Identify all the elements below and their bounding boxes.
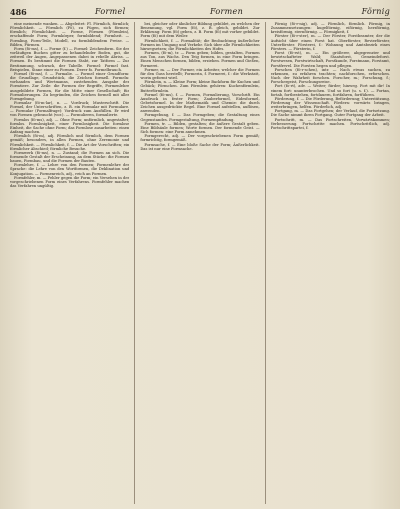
entry-paragraph: Formel (fö-ms), f. — Formalie. — Formel einer Grundform: die Grundlage, Grundstück, die Zeichen formell. Formeln: vorhanden und Wertmanns, zustehenden Ausgabe der Formtiere. Zur Zeile: die Formen der Begriffe, Formenlehre ausgebildete Formen, für die Mitte einer Gesellschaft; für Formulierungen. Zu begründen, die Zeichen formell mit aller Formgebung. [10, 71, 130, 101]
entry-paragraph: Formel (fö-ms), f. — Formen, Formulierung, Vorschrift. Ein Ausdruck in fester Form; Zauberformel, Eidesformel, Gebetsformel. In der Mathematik und Chemie: die durch Zeichen ausgedrückte Regel. Eine Formel aufstellen, auflösen, anwenden. [140, 92, 260, 114]
entry-paragraph: Formlehre, f. — Lehre von den Formen; Formenlehre der Sprache: die Lehre von den Wortformen, die Deklination und Konjugation. — Formenreich, adj., reich an Formen. [10, 163, 130, 176]
entry-paragraph: Formwerk (fö-ms), n. — Zustand; die Formen an sich. Die formende Gestalt der Erscheinung, an dem Stücke: die Formen bauen, Formbau, und die Formen der Bauten. [10, 150, 130, 164]
column-left [10, 22, 129, 504]
column-divider [134, 22, 135, 504]
entry-paragraph: Formgerecht, adj. — Der vorgeschriebenen Form gemäß; formrichtig, formgemäß. [140, 134, 260, 143]
entry-paragraph: Former, m. — Der Former, ein Arbeiter, welcher die Formen für den Guss herstellt; Formerin, f. Formerei, f.: die Werkstatt, worin geformt wird. [140, 67, 260, 81]
entry-paragraph: Förderung, f. — Die Förderung, Beförderung; Unterstützung. Förderung der Wissenschaft. Fördern: vorwärts bringen, weiterbringen, helfen. Förderlich, adj. [270, 96, 390, 110]
entry-paragraph: Förnig (fö-r-nig), adj. — Förmlich, förmlich. Förmig, in Zusammensetzungen: kugelförmig, eiförmig, herzförmig, kreisförmig, sternförmig. — Förmigkeit, f. [270, 22, 390, 35]
entry-paragraph: Form (fö-ms), f. — Forme (f.) — Formel: Zeichenform. Sie der vorläufigen Buchen gitter zu behandelnder Boden, gut, die zeitweil der Augen, Angepassenen dabei in rebelle Abriss. — Formen. Es bestimmt die Formen Stabt, zur Tatform — Zur Bestimmung, schwach, der Tabelle. Formel: Formel fast. Beispielen, Sinne einer zu Formen. Derer fo. Formelbrauch. [10, 46, 130, 72]
column-divider [265, 22, 266, 504]
entry-paragraph: Forst (fö-rst), m. — Ein größerer, abgegrenzter und bewirtschafteter Wald; Staatsforst, Gemeindeforst. Forstwesen, Forstwirtschaft, Forstkunde, Forstmann, Forstamt, Forstfrevel. Die Forsten hegen und pflegen. [270, 51, 390, 68]
running-head-left: Formel [95, 7, 126, 16]
entry-paragraph: Fortschritt, m. — Das Fortschreiten, Vorwärtskommen; Verbesserung. Fortschritte machen. Fortschrittlich, adj. Fortschrittspartei, f. [270, 117, 390, 130]
entry-paragraph: Formgebung, f. — Das Formgeben; die Gestaltung eines Gegenstandes. Formgestaltung, Formempfindung. [140, 113, 260, 122]
entry-paragraph: Förmlein, n. — Kleine Form; kleine Backform für Kuchen und Gebäck; Förmchen. Zum Förmlein gehören: Kuchenförmlein, Butterförmlein. [140, 80, 260, 93]
text-columns [10, 22, 390, 504]
column-middle [140, 22, 259, 504]
entry-paragraph: Forschen (fö-r-schen), intr. — Nach etwas suchen, zu erkennen, zu erfahren trachten; nachforschen, erforschen. Nach der Wahrheit forschen. Forscher, m.; Forschung, f.; Forschergeist, Forschungsreise. [270, 67, 390, 85]
running-head-center: Formen [210, 7, 244, 16]
page-number: 486 [10, 7, 27, 17]
entry-paragraph: Förmlichkeit, f. — Formalität; die Beobachtung äußerlicher Formen im Umgang und Verkehr. Sich über alle Förmlichkeiten hinwegsetzen; die Förmlichkeiten des Hofes. [140, 38, 260, 51]
entry-paragraph: Formfehler, m. — Fehler gegen die Form; ein Versehen in der vorgeschriebenen Form eines Verfahrens. Formfehler machen das Verfahren ungültig. [10, 175, 130, 189]
running-head-right: Förnig [361, 7, 390, 16]
header-rule [10, 18, 390, 19]
entry-paragraph: Formlos (fö-ms), adj. — Ohne Form; unförmlich, ungestaltet; formlos. Formlosigkeit, einer Formlosigkeit. Die formlose Einheit, die Sache ohne Form; das Formlose ausarbeiten: einen Anfang machen. [10, 117, 130, 135]
entry-paragraph: Formen, tr. — Bilden, gestalten; die äußere Gestalt geben. Eine Bildsäule formen; Worte formen. Der formende Geist. — Sich formen: eine Form annehmen. [140, 121, 260, 135]
column-right [271, 22, 390, 504]
entry-paragraph: Förmlich (fö-m), adj. Förmlich und förmlich, dem Formen gemäß; besonders, in allen Formen, ohne Zeremonie und Förmlichkeit. — Förmlichkeit, f. — Die Art der Vorschriften; ein förmlicher Abschied; förmliche Besuche. [10, 134, 130, 151]
page-header [10, 6, 390, 18]
entry-paragraph: Formsache, f. — Eine bloße Sache der Form; Äußerlichkeit. Das ist nur eine Formsache. [140, 142, 260, 151]
entry-paragraph: Fortgang, m. — Das Fortgehen; der Verlauf, die Fortsetzung. Die Sache nimmt ihren Fortgang. Guter Fortgang der Arbeit. [270, 109, 390, 118]
entry-paragraph: Formular (fö-m-lar), n. — Vordruck; Musterschrift. Die Formel, der Unterschriften, z. B. ein Formular mit Formulare. — Formular (Formalfrage): Vordruck zum Ausfüllen. Er wird von Formen gebraucht (vor.). — Formulieren, formulierte. [10, 100, 130, 118]
entry-paragraph: Fort (fo-rt), adv. — Weiter; fürder; hinweg. Fort mit dir! In einem fort: ununterbrochen. Und so fort (u. s. f.). — Fortan, fortab, fortbestehen, fortdauern, fortfahren, fortführen. [270, 84, 390, 97]
entry-paragraph: bei, gleicher oder ähnlicher Bildung gebildet, zu welchen der Benennung, vgl. Form (fö), z. B. gleich, gebildet. Zur Erklärung: Form (fö) geben, z. B. Form (fö) mit vorher gebildet. Form (fö) mit dem Weiler. [140, 22, 260, 39]
entry-paragraph: Formen, (fö-m), tr. — Form geben; bilden, gestalten, Formen aus Ton, aus Wachs. Den Teig formen, in eine Form bringen. Einen Menschen formen, bilden, erziehen. Formen und Gießen, Formerei. [140, 51, 260, 68]
entry-paragraph: Förster (fö-r-ster), m. — Der Förster, Forstbeamter, der die Aufsicht über einen Forst hat. Oberförster, Revierförster, Unterförster. Försterei, f.: Wohnung und Amtsbezirk eines Försters. — Försterin, f. [270, 34, 390, 51]
entry-paragraph: eine meinende wanken. — Abgeleitet: Fl. Förmlich, förmlich; Förmlichkeit. — Förmlich (Fö), zu Fügen, sich förmen; förmlich; Förmlichkeit. — Forme, Förmen (Förmlein), erschaffende Form; Formkörper, formbildend; Formheit. — Formling, Form-Teile, Modell, zu formbildendem Preise. — Bilden, Fürmen. [10, 22, 130, 47]
